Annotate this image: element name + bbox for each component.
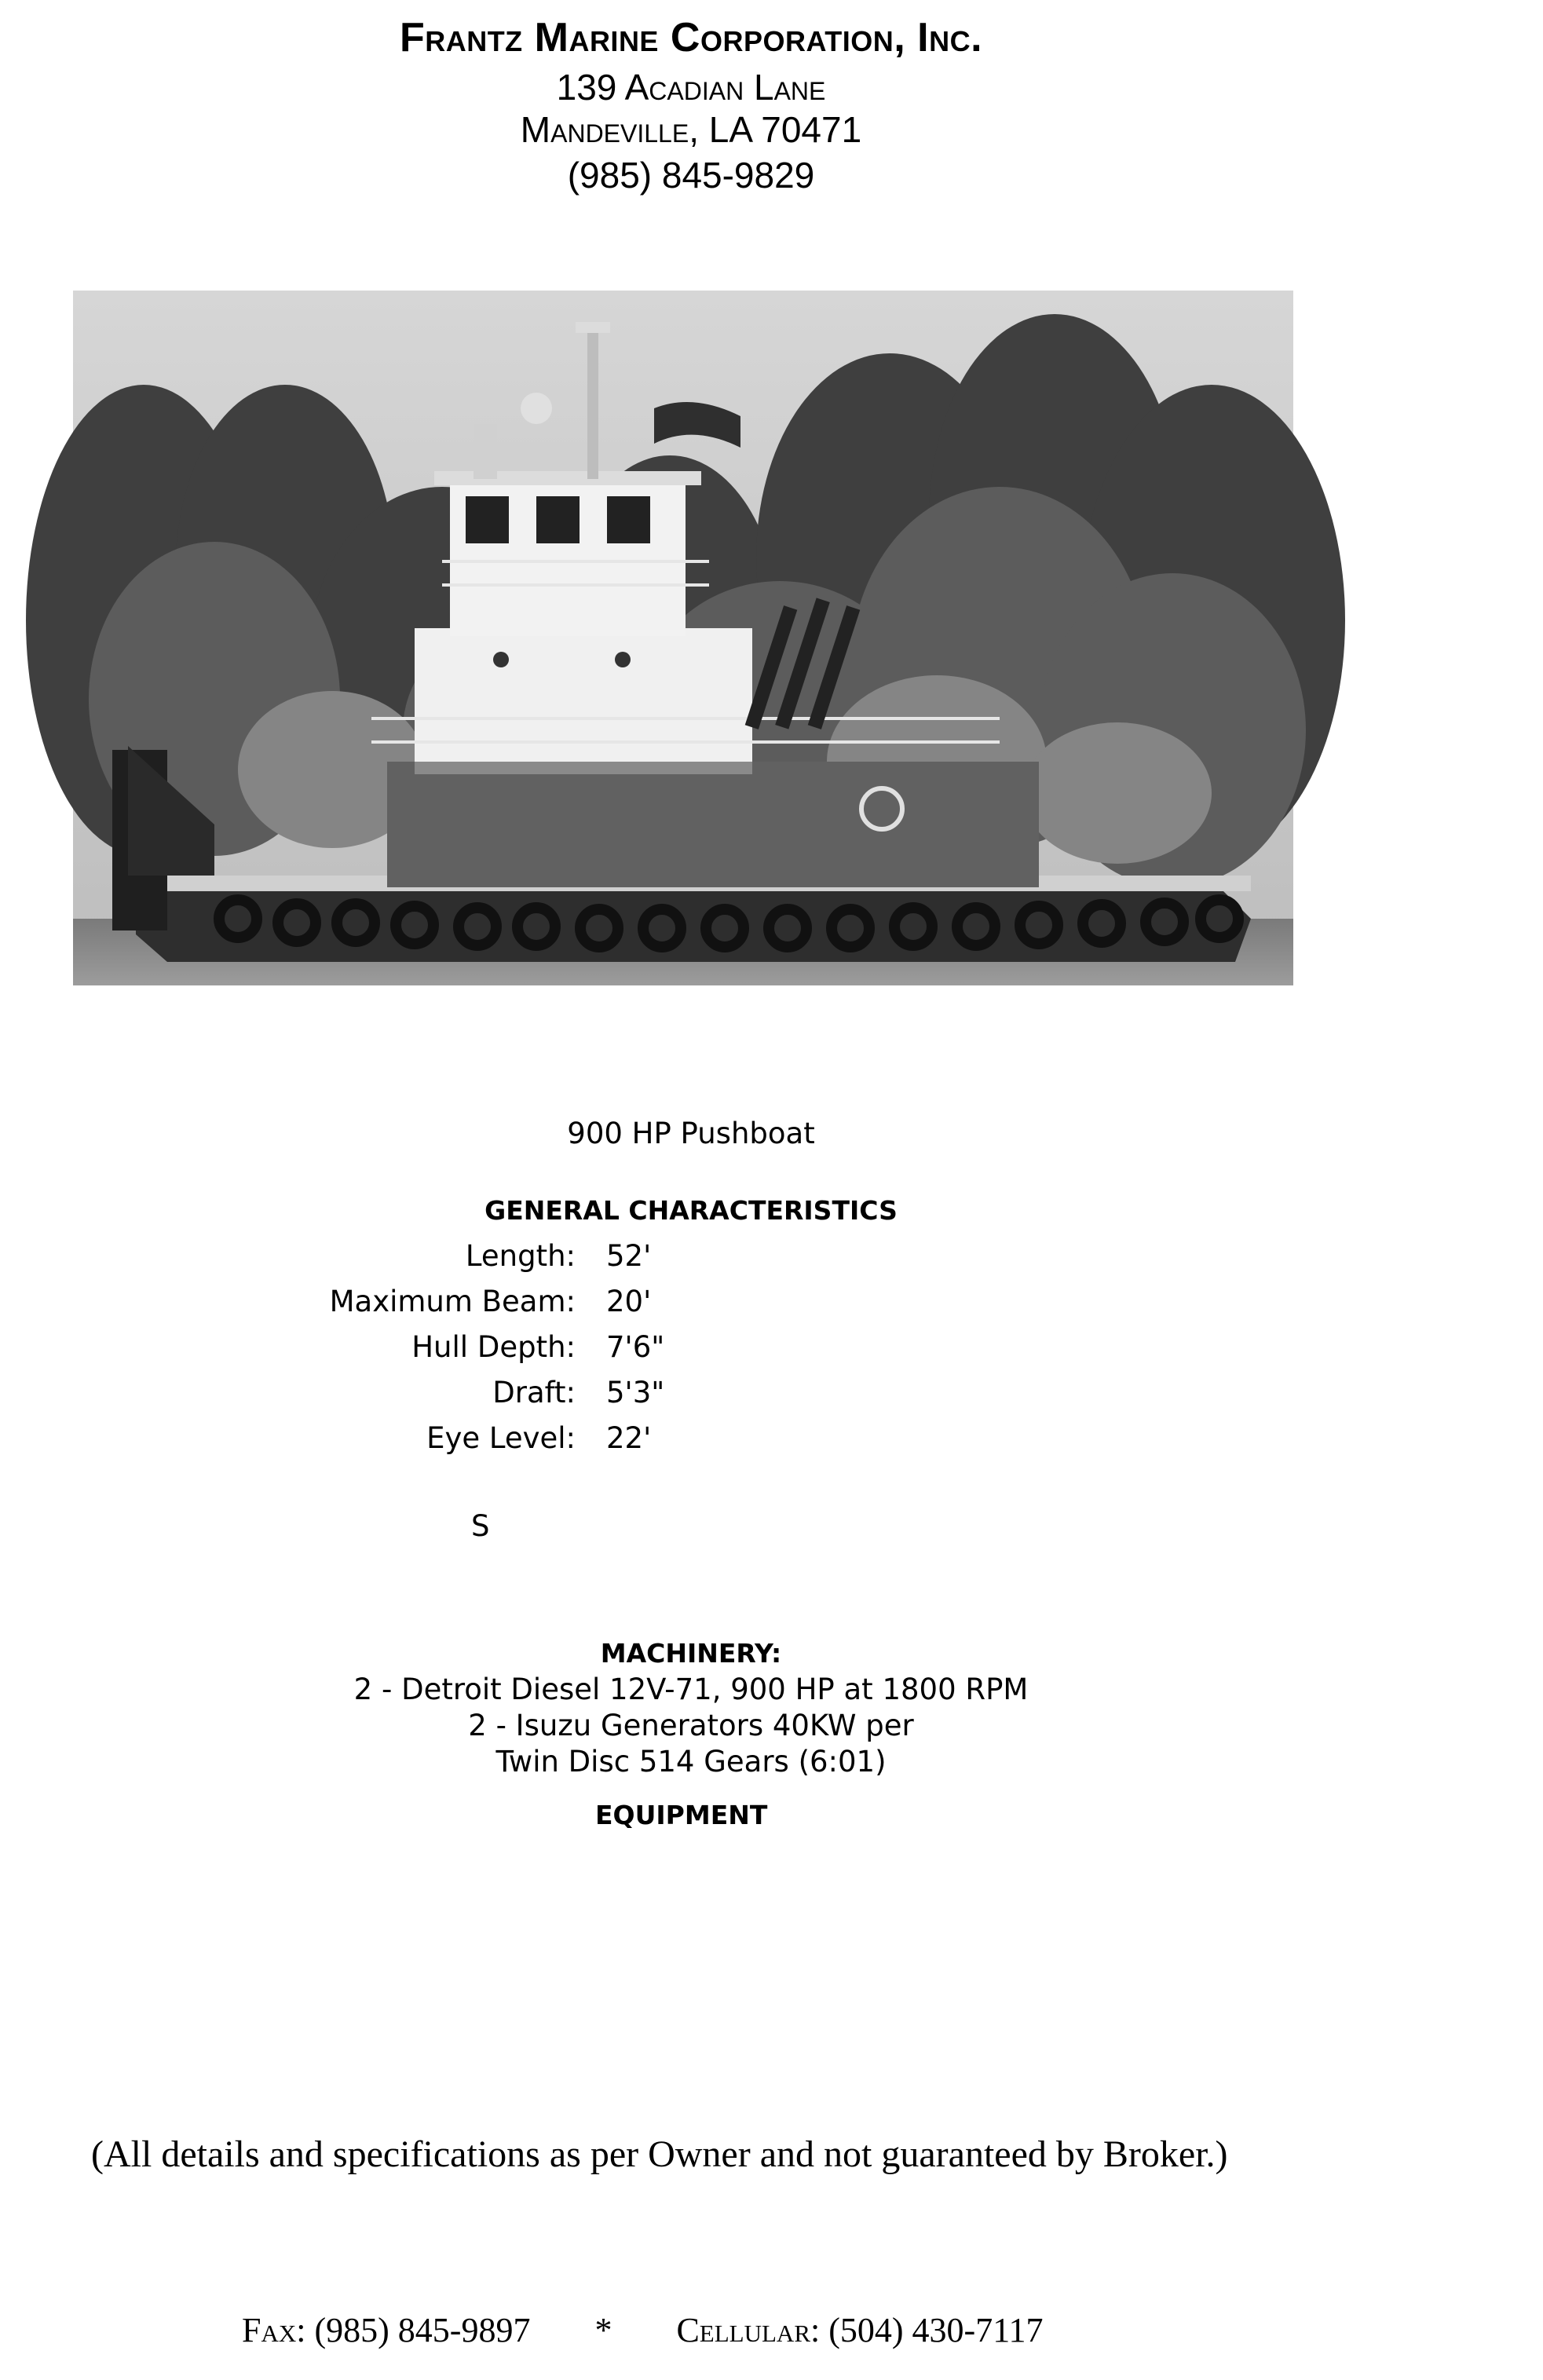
fax-label: Fax: <box>242 2311 306 2349</box>
spec-row-hull-depth <box>0 1330 1382 1376</box>
clipped-equipment-heading: EQUIPMENT <box>595 1800 768 1830</box>
clipped-text-fragment: S <box>471 1509 490 1543</box>
phone-number: (985) 845-9829 <box>567 155 815 196</box>
address-line2: Mandeville, LA 70471 <box>520 109 862 150</box>
spec-value: 22' <box>606 1421 652 1455</box>
spec-row-draft <box>0 1376 1382 1421</box>
pushboat-photo <box>73 291 1293 985</box>
fax-number: (985) 845-9897 <box>314 2311 531 2349</box>
cellular-number: (504) 430-7117 <box>828 2311 1044 2349</box>
separator: * <box>594 2311 612 2349</box>
machinery-line: 2 - Detroit Diesel 12V-71, 900 HP at 1800 RPM <box>353 1673 1029 1706</box>
vessel-title: 900 HP Pushboat <box>567 1117 815 1150</box>
spec-value: 5'3" <box>606 1376 665 1409</box>
general-characteristics-heading: GENERAL CHARACTERISTICS <box>484 1195 898 1226</box>
spec-label: Hull Depth: <box>411 1330 576 1364</box>
broker-disclaimer: (All details and specifications as per Owner and not guaranteed by Broker.) <box>91 2133 1228 2175</box>
machinery-heading: MACHINERY: <box>600 1638 782 1669</box>
spec-label: Length: <box>465 1239 576 1273</box>
spec-row-length <box>0 1239 1382 1285</box>
spec-row-eye-level <box>0 1421 1382 1467</box>
spec-label: Eye Level: <box>426 1421 576 1455</box>
address-line1: 139 Acadian Lane <box>556 67 826 108</box>
spec-label: Draft: <box>492 1376 576 1409</box>
machinery-line: Twin Disc 514 Gears (6:01) <box>495 1745 887 1779</box>
company-name: Frantz Marine Corporation, Inc. <box>399 15 983 60</box>
spec-value: 52' <box>606 1239 652 1273</box>
spec-row-maximum-beam <box>0 1285 1382 1330</box>
spec-value: 20' <box>606 1285 652 1318</box>
cellular-label: Cellular: <box>676 2311 821 2349</box>
footer-contact <box>242 2310 1044 2350</box>
machinery-line: 2 - Isuzu Generators 40KW per <box>468 1709 914 1742</box>
spec-value: 7'6" <box>606 1330 665 1364</box>
spec-label: Maximum Beam: <box>329 1285 576 1318</box>
